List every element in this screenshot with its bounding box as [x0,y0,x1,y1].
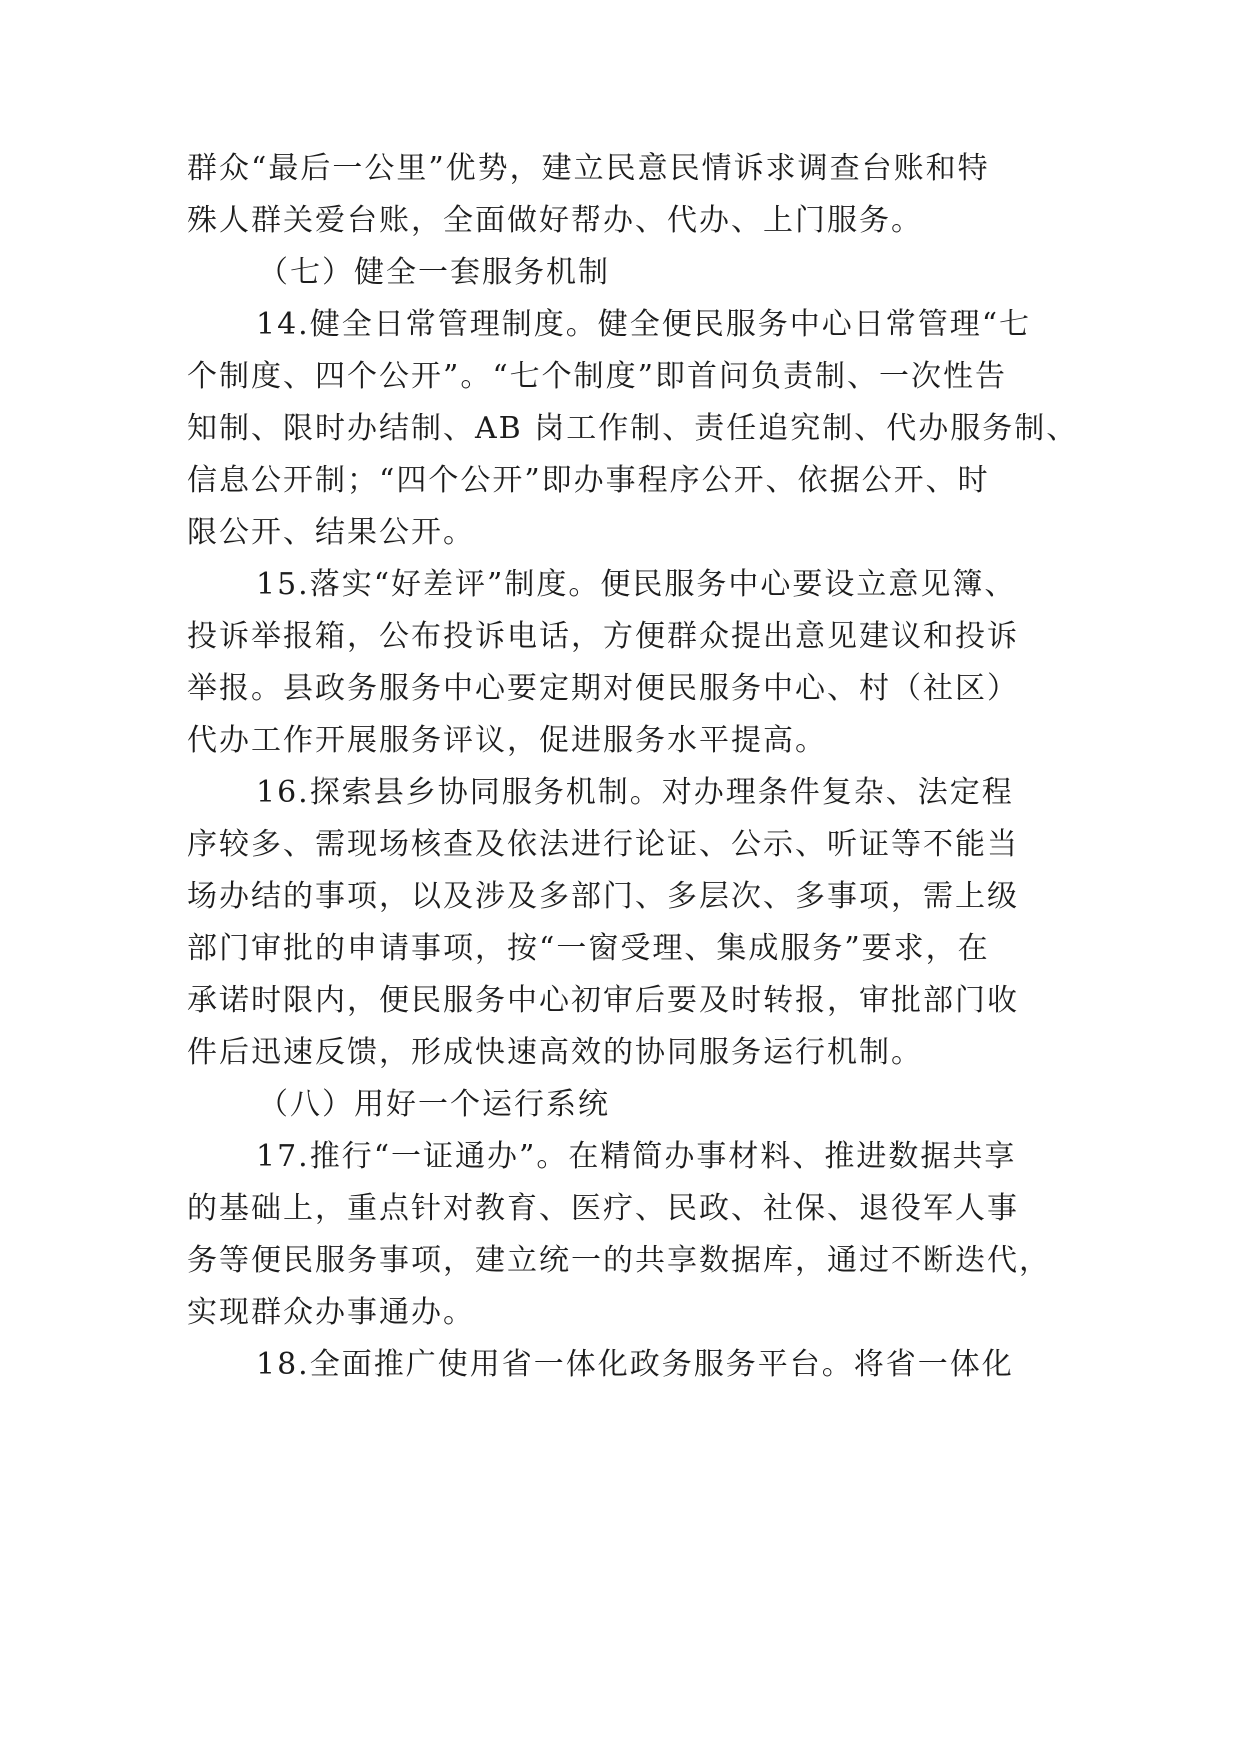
body-text-line: 信息公开制；“四个公开”即办事程序公开、依据公开、时 [187,463,990,498]
paragraph-heading-line: 17.推行“一证通办”。在精简办事材料、推进数据共享 [256,1139,1017,1174]
body-text-line: 知制、限时办结制、AB 岗工作制、责任追究制、代办服务制、 [187,411,1079,446]
body-text-line: 举报。县政务服务中心要定期对便民服务中心、村（社区） [187,671,1019,706]
section-heading: （七）健全一套服务机制 [258,255,610,290]
body-text-line: 部门审批的申请事项，按“一窗受理、集成服务”要求，在 [187,931,990,966]
body-text-line: 限公开、结果公开。 [187,515,475,550]
paragraph-heading-line: 18.全面推广使用省一体化政务服务平台。将省一体化 [256,1347,1014,1382]
body-text-line: 场办结的事项，以及涉及多部门、多层次、多事项，需上级 [187,879,1019,914]
body-text-line: 群众“最后一公里”优势，建立民意民情诉求调查台账和特 [187,151,990,186]
body-text-line: 件后迅速反馈，形成快速高效的协同服务运行机制。 [187,1035,923,1070]
paragraph-heading-line: 16.探索县乡协同服务机制。对办理条件复杂、法定程 [256,775,1014,810]
paragraph-heading-line: 14.健全日常管理制度。健全便民服务中心日常管理“七 [256,307,1032,342]
paragraph-heading-line: 15.落实“好差评”制度。便民服务中心要设立意见簿、 [256,567,1017,602]
section-heading: （八）用好一个运行系统 [258,1087,610,1122]
body-text-line: 殊人群关爱台账，全面做好帮办、代办、上门服务。 [187,203,923,238]
body-text-line: 序较多、需现场核查及依法进行论证、公示、听证等不能当 [187,827,1019,862]
body-text-line: 实现群众办事通办。 [187,1295,475,1330]
body-text-line: 承诺时限内，便民服务中心初审后要及时转报，审批部门收 [187,983,1019,1018]
body-text-line: 代办工作开展服务评议，促进服务水平提高。 [187,723,827,758]
body-text-line: 的基础上，重点针对教育、医疗、民政、社保、退役军人事 [187,1191,1019,1226]
body-text-line: 务等便民服务事项，建立统一的共享数据库，通过不断迭代， [187,1243,1051,1278]
body-text-line: 个制度、四个公开”。“七个制度”即首问负责制、一次性告 [187,359,1008,394]
body-text-line: 投诉举报箱，公布投诉电话，方便群众提出意见建议和投诉 [187,619,1019,654]
